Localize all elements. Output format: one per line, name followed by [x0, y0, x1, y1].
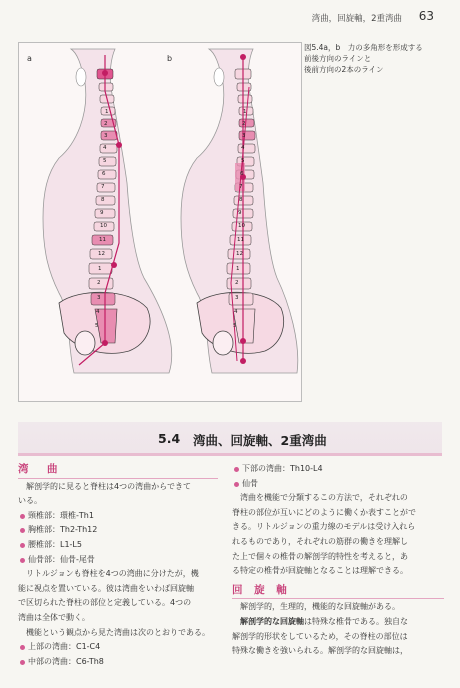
section-heading: [18, 422, 442, 456]
vertebra-label-b: 2: [242, 121, 246, 127]
vertebra-label-b: 10: [238, 223, 245, 229]
vertebra-label-b: 1: [236, 266, 240, 272]
bullet-item: 仙骨: [232, 477, 444, 492]
vertebra-label-b: 2: [235, 280, 239, 286]
paragraph-line: 能に視点を置いている。彼は湾曲をいわば回旋軸: [18, 583, 194, 593]
paragraph-line: きる。リトルジョンの重力線のモデルは受け入れら: [232, 522, 416, 532]
vertebra-label-a: 1: [98, 266, 102, 272]
bullet-item: 上部の湾曲：C1-C4: [18, 640, 218, 655]
vertebra-label-b: 1: [243, 109, 247, 115]
paragraph-line: 湾曲は全体で動く。: [18, 612, 90, 622]
paragraph-line: で区切られた脊柱の部位と定義している。4つの: [18, 598, 192, 608]
bullet-item: 腰椎部：L1-L5: [18, 538, 218, 553]
paragraph-line: いる。: [18, 496, 42, 506]
vertebra-label-a: 5: [95, 323, 99, 329]
paragraph: [232, 615, 444, 630]
panel-b-label: b: [167, 54, 173, 63]
section-title: 湾曲、回旋軸、2重湾曲: [193, 433, 327, 448]
subheading-curvature: 湾 曲: [18, 462, 218, 478]
bold-term: 解剖学的な回旋軸: [240, 616, 304, 626]
paragraph: 解剖学的，生理的，機能的な回旋軸がある。: [240, 602, 400, 612]
paragraph-line: 特殊な働きを強いられる。解剖学的な回旋軸は，: [232, 646, 408, 656]
vertebra-label-b: 7: [239, 184, 243, 190]
paragraph: 機能という観点から見た湾曲は次のとおりである。: [26, 627, 210, 637]
vertebra-label-b: 9: [238, 210, 242, 216]
paragraph: リトルジョンも脊柱を4つの湾曲に分けたが，機: [26, 569, 199, 579]
vertebra-label-a: 2: [97, 280, 101, 286]
bullet-item: 仙骨部：仙骨-尾骨: [18, 553, 218, 568]
left-column: [18, 462, 218, 669]
spine-figure: [18, 42, 302, 402]
vertebra-label-b: 8: [239, 197, 243, 203]
paragraph-line: た上で個々の椎骨の解剖学的特性を考えると，あ: [232, 551, 408, 561]
vertebra-label-a: 5: [103, 158, 107, 164]
paragraph: 解剖学的に見ると脊柱は4つの湾曲からできて: [26, 481, 192, 491]
vertebra-label-b: 12: [236, 251, 243, 257]
page-number: 63: [418, 9, 434, 23]
bullet-item: 中部の湾曲：C6-Th8: [18, 655, 218, 670]
vertebra-label-b: 6: [240, 171, 244, 177]
vertebra-label-a: 7: [101, 184, 105, 190]
caption-line: 後前方向の2本のライン: [304, 65, 384, 74]
vertebra-label-b: 5: [233, 323, 237, 329]
section-number: 5.4: [158, 431, 181, 446]
paragraph-line: る特定の椎骨が回旋軸となることは理解できる。: [232, 566, 408, 576]
subheading-rotation-axis: 回 旋 軸: [232, 583, 444, 599]
vertebra-label-a: 12: [98, 251, 105, 257]
paragraph: 湾曲を機能で分類するこの方法で，それぞれの: [240, 493, 408, 503]
vertebra-label-a: 10: [100, 223, 107, 229]
paragraph-line: れるものであり，それぞれの筋群の働きを理解し: [232, 536, 408, 546]
vertebra-label-a: 9: [100, 210, 104, 216]
bullet-item: 胸椎部：Th2-Th12: [18, 523, 218, 538]
bullet-item: 頸椎部：環椎-Th1: [18, 509, 218, 524]
vertebra-label-a: 3: [104, 133, 108, 139]
bullet-item: 下部の湾曲：Th10-L4: [232, 462, 444, 477]
vertebra-label-a: 11: [99, 237, 106, 243]
right-column: [232, 462, 444, 659]
vertebra-label-b: 3: [242, 133, 246, 139]
vertebra-label-b: 11: [237, 237, 244, 243]
vertebra-label-a: 8: [101, 197, 105, 203]
caption-line: 前後方向のラインと: [304, 54, 372, 63]
vertebra-label-a: 3: [97, 295, 101, 301]
vertebra-label-b: 3: [235, 295, 239, 301]
running-title: 湾曲，回旋軸，2重湾曲: [311, 14, 402, 24]
vertebra-label-b: 4: [241, 145, 245, 151]
vertebra-label-a: 1: [105, 109, 109, 115]
paragraph-line: 脊柱の部位が互いにどのように働くか表すことがで: [232, 507, 416, 517]
vertebra-label-a: 2: [104, 121, 108, 127]
vertebra-label-a: 4: [103, 145, 107, 151]
vertebra-label-a: 6: [102, 171, 106, 177]
panel-a-label: a: [27, 54, 32, 63]
vertebra-label-a: 4: [96, 309, 100, 315]
figure-caption: [304, 42, 454, 75]
vertebra-label-b: 4: [234, 309, 238, 315]
spine-illustration: [19, 43, 303, 403]
caption-line: 図5.4a，b 力の多角形を形成する: [304, 43, 423, 52]
paragraph-line: 解剖学的形状をしているため，その脊柱の部位は: [232, 631, 408, 641]
vertebra-label-b: 5: [241, 158, 245, 164]
page-header: [0, 0, 460, 30]
paragraph-text: は特殊な椎骨である。独自な: [304, 616, 408, 626]
